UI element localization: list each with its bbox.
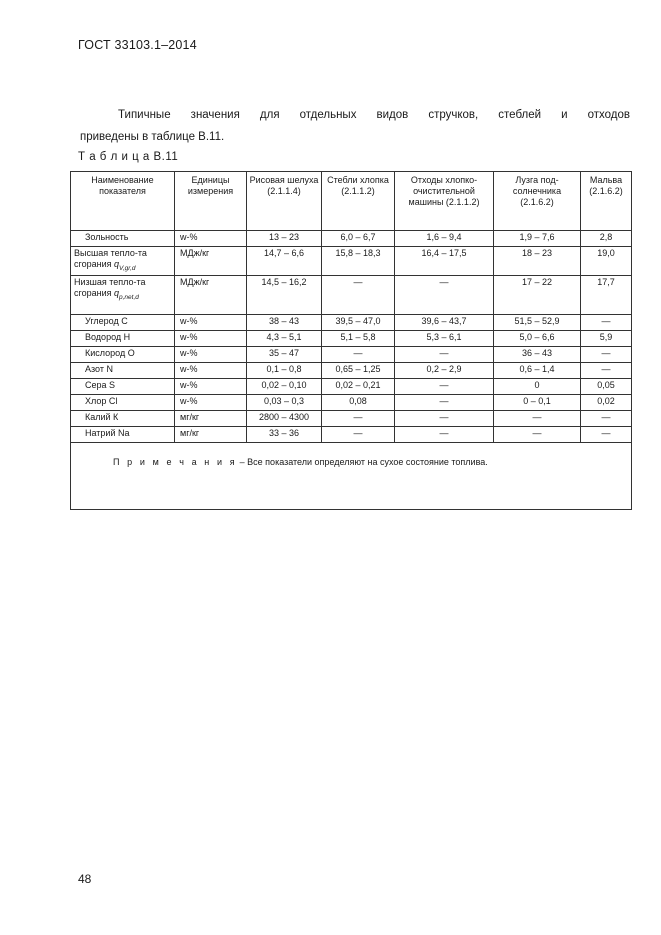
table-row [71,362,632,378]
value-cell: 1,9 – 7,6 [494,231,581,247]
value-cell: — [322,410,395,426]
row-name: Водород Н [85,331,131,342]
value-cell: 5,1 – 5,8 [322,330,395,346]
row-name-cell [71,346,175,362]
quantity-symbol: q [113,259,119,269]
row-unit: мг/кг [175,426,247,442]
row-unit: w-% [175,330,247,346]
quantity-symbol: q [113,287,119,298]
value-cell: — [581,314,632,330]
value-cell: — [581,362,632,378]
col-header-cotton-gin-waste: Отходы хлопко-очистительной машины (2.1.1.2) [395,172,494,231]
row-name: Углерод С [85,315,128,326]
value-cell: — [395,346,494,362]
table-row [71,231,632,247]
value-cell: 2,8 [581,231,632,247]
value-cell: 39,5 – 47,0 [322,314,395,330]
row-name: Азот N [85,363,113,374]
intro-line-2: приведены в таблице В.11. [80,131,225,143]
value-cell: 0 [494,378,581,394]
table-note-row [71,442,632,509]
row-name-cell [71,247,175,276]
page-number: 48 [78,872,92,886]
value-cell: — [494,426,581,442]
table-row [71,426,632,442]
col-header-sunflower-husk: Лузга под-солнечника (2.1.6.2) [494,172,581,231]
table-row [71,314,632,330]
row-unit: мг/кг [175,410,247,426]
row-unit: w-% [175,314,247,330]
quantity-subscript: p,net,d [119,293,139,301]
value-cell: 0,6 – 1,4 [494,362,581,378]
note-label: П р и м е ч а н и я [113,456,238,467]
row-name-cell [71,378,175,394]
value-cell: 0,1 – 0,8 [247,362,322,378]
fuel-properties-table [70,171,632,510]
row-name: Зольность [85,232,129,242]
value-cell: 0,02 [581,394,632,410]
value-cell: 17,7 [581,275,632,314]
value-cell: 18 – 23 [494,247,581,276]
row-name: Высшая тепло-та сгорания [74,248,147,269]
value-cell: — [581,426,632,442]
value-cell: — [395,378,494,394]
note-text: – Все показатели определяют на сухое состояние топлива. [237,456,488,467]
value-cell: 51,5 – 52,9 [494,314,581,330]
value-cell: 13 – 23 [247,231,322,247]
row-name-cell [71,314,175,330]
value-cell: 0,02 – 0,10 [247,378,322,394]
value-cell: 1,6 – 9,4 [395,231,494,247]
col-header-unit: Единицы измерения [175,172,247,231]
table-row [71,247,632,276]
row-unit: w-% [175,394,247,410]
value-cell: 17 – 22 [494,275,581,314]
value-cell: 0,05 [581,378,632,394]
table-row [71,394,632,410]
value-cell: — [395,275,494,314]
row-name: Натрий Na [85,427,130,438]
value-cell: 14,5 – 16,2 [247,275,322,314]
table-row [71,346,632,362]
value-cell: 16,4 – 17,5 [395,247,494,276]
value-cell: 38 – 43 [247,314,322,330]
row-name-cell [71,330,175,346]
row-unit: w-% [175,346,247,362]
value-cell: 39,6 – 43,7 [395,314,494,330]
value-cell: 36 – 43 [494,346,581,362]
quantity-subscript: V,gr,d [119,264,136,272]
row-unit: w-% [175,378,247,394]
col-header-cotton-stalks: Стебли хлопка (2.1.1.2) [322,172,395,231]
value-cell: 5,0 – 6,6 [494,330,581,346]
row-name-cell [71,426,175,442]
document-header: ГОСТ 33103.1–2014 [78,38,197,52]
value-cell: 5,3 – 6,1 [395,330,494,346]
value-cell: 0,02 – 0,21 [322,378,395,394]
value-cell: — [395,426,494,442]
row-name: Хлор Cl [85,395,118,406]
value-cell: 35 – 47 [247,346,322,362]
row-unit: w-% [175,231,247,247]
value-cell: 0,08 [322,394,395,410]
value-cell: 0,2 – 2,9 [395,362,494,378]
value-cell: 5,9 [581,330,632,346]
intro-paragraph [80,104,630,148]
value-cell: — [322,346,395,362]
col-header-mallow: Мальва (2.1.6.2) [581,172,632,231]
value-cell: 0,03 – 0,3 [247,394,322,410]
row-name: Калий К [85,411,119,422]
table-note [71,442,632,509]
value-cell: 2800 – 4300 [247,410,322,426]
table-header-row [71,172,632,231]
row-name: Сера S [85,379,116,390]
table-row [71,330,632,346]
table-caption: Т а б л и ц а В.11 [78,151,179,163]
value-cell: 19,0 [581,247,632,276]
row-name: Низшая тепло-та сгорания [74,276,146,298]
intro-line-1: Типичные значения для отдельных видов стручков, стеблей и отходов [118,109,630,121]
table-row [71,275,632,314]
row-name-cell [71,362,175,378]
col-header-rice-husk: Рисовая шелуха (2.1.1.4) [247,172,322,231]
value-cell: — [395,410,494,426]
row-name-cell [71,275,175,314]
value-cell: — [494,410,581,426]
value-cell: 4,3 – 5,1 [247,330,322,346]
value-cell: — [395,394,494,410]
row-unit: МДж/кг [175,247,247,276]
table-row [71,410,632,426]
row-name: Кислород О [85,347,135,358]
value-cell: — [322,275,395,314]
col-header-name: Наименование показателя [71,172,175,231]
row-name-cell [71,394,175,410]
row-name-cell [71,231,175,247]
table-row [71,378,632,394]
row-name-cell [71,410,175,426]
value-cell: — [581,346,632,362]
value-cell: — [322,426,395,442]
value-cell: 6,0 – 6,7 [322,231,395,247]
value-cell: 33 – 36 [247,426,322,442]
value-cell: 15,8 – 18,3 [322,247,395,276]
value-cell: 0 – 0,1 [494,394,581,410]
value-cell: 14,7 – 6,6 [247,247,322,276]
value-cell: 0,65 – 1,25 [322,362,395,378]
row-unit: МДж/кг [175,275,247,314]
row-unit: w-% [175,362,247,378]
value-cell: — [581,410,632,426]
